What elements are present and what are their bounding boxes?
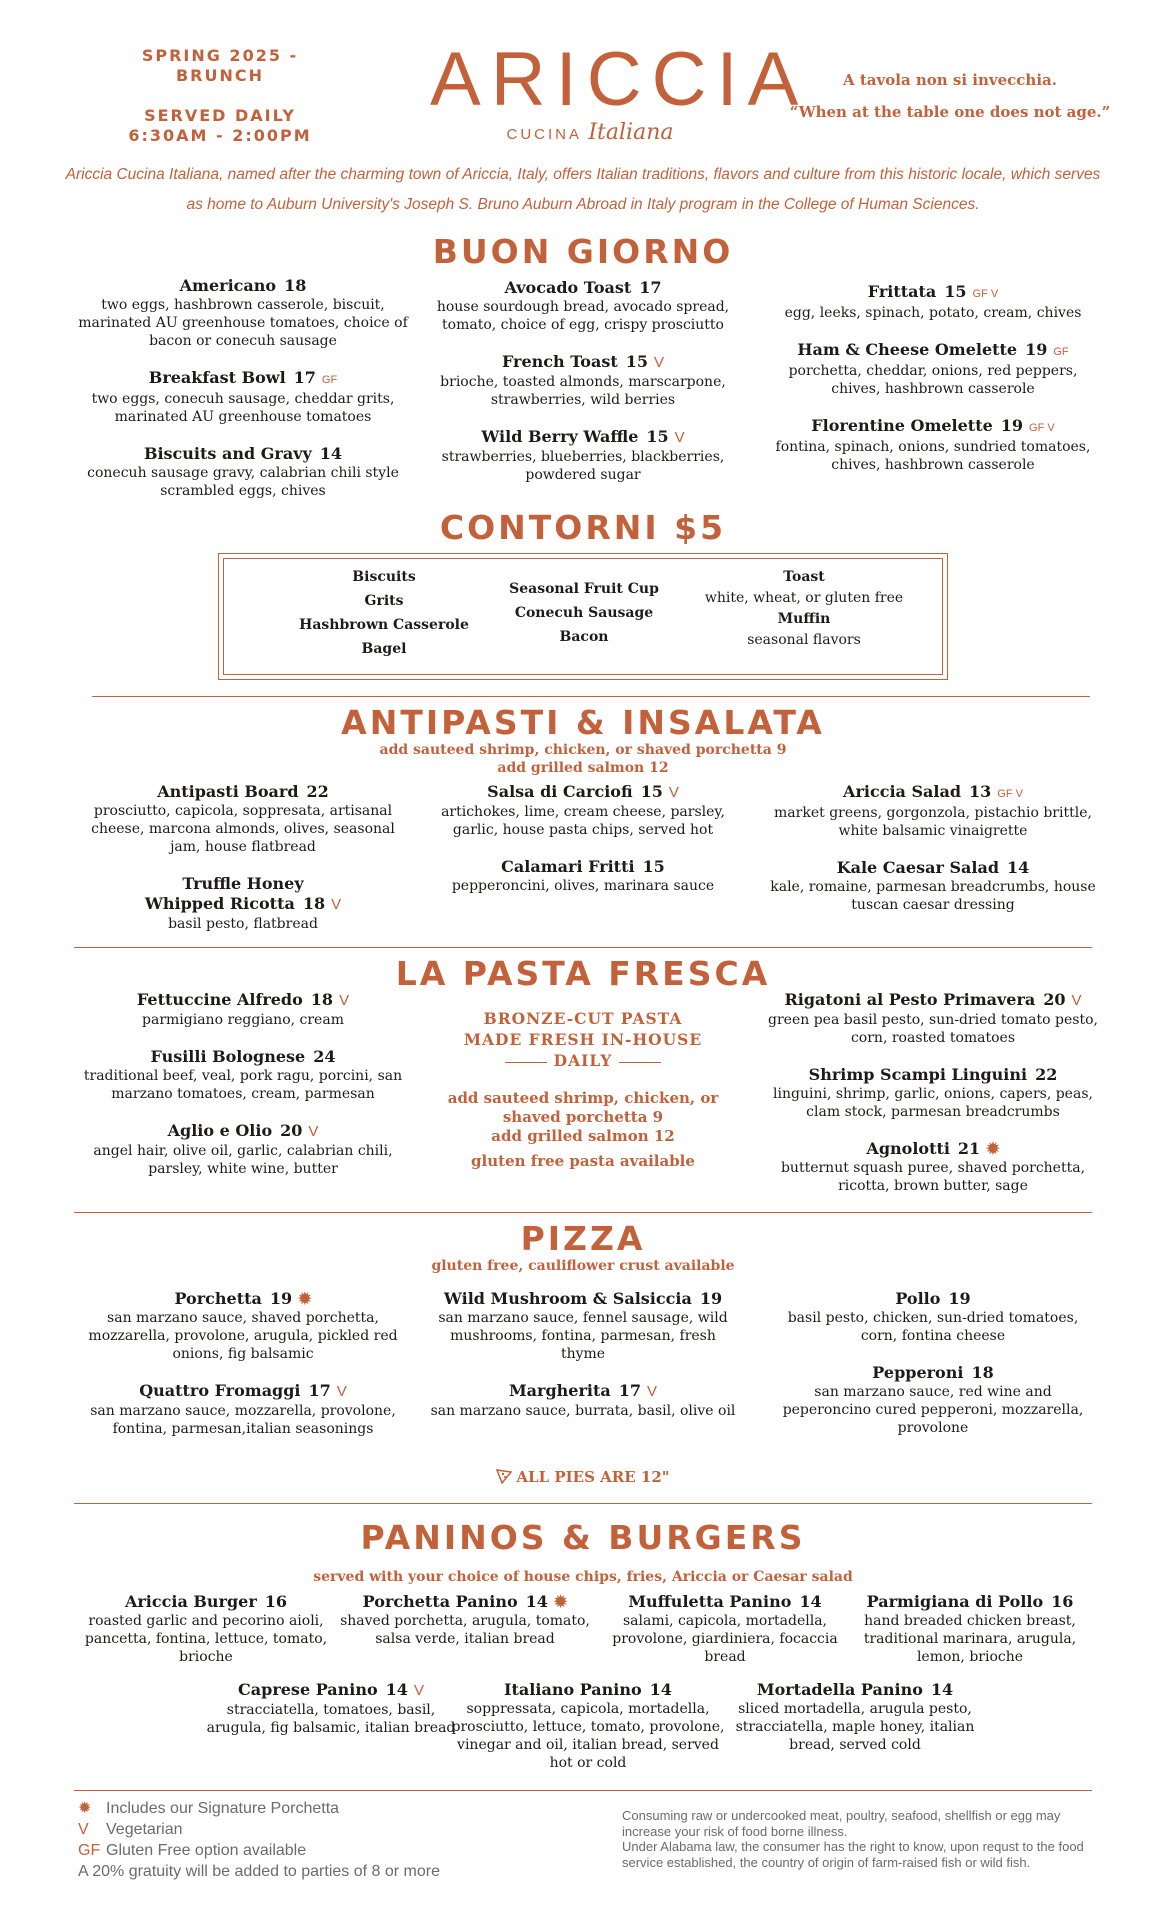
menu-item	[600, 1592, 850, 1666]
intro-text: Ariccia Cucina Italiana, named after the charming town of Ariccia, Italy, offers Italian traditions, flavors and culture from this historic locale, which serves as home to Auburn University's Joseph S. Bruno Auburn Abroad in Italy program in the College of Human Sciences.	[65, 166, 1101, 213]
flower-icon: ✹	[553, 1592, 568, 1611]
item-name-line	[88, 1381, 398, 1402]
menu-item	[768, 990, 1098, 1047]
item-description: two eggs, conecuh sausage, cheddar grits, marinated AU greenhouse tomatoes	[91, 391, 395, 425]
menu-item	[730, 1680, 980, 1754]
item-description: conecuh sausage gravy, calabrian chili style scrambled eggs, chives	[87, 465, 399, 499]
menu-item	[78, 1047, 408, 1103]
menu-item	[76, 1592, 336, 1666]
item-name: Ariccia Burger	[124, 1592, 257, 1611]
item-name: Porchetta Panino	[362, 1592, 518, 1611]
item-description: san marzano sauce, shaved porchetta, mozzarella, provolone, arugula, pickled red onions, fig balsamic	[88, 1310, 398, 1362]
item-name: Wild Berry Waffle	[481, 427, 639, 446]
menu-item	[768, 282, 1098, 322]
item-description: basil pesto, chicken, sun-dried tomatoes, corn, fontina cheese	[787, 1310, 1079, 1344]
side-item: Seasonal Fruit Cup	[509, 581, 659, 597]
side-item: Grits	[364, 593, 404, 609]
motto-italian: A tavola non si invecchia.	[843, 71, 1057, 89]
item-name: Ham & Cheese Omelette	[797, 340, 1018, 359]
item-price: 14	[799, 1592, 822, 1611]
item-description: porchetta, cheddar, onions, red peppers, chives, hashbrown casserole	[788, 363, 1078, 397]
pizza-size-note: ALL PIES ARE 12"	[428, 1468, 738, 1486]
item-description: salami, capicola, mortadella, provolone, giardiniera, focaccia bread	[612, 1613, 838, 1665]
item-price: 18	[310, 990, 334, 1009]
section-title-pasta: LA PASTA FRESCA	[395, 954, 771, 993]
item-name: Muffuletta Panino	[628, 1592, 792, 1611]
item-description: hand breaded chicken breast, traditional marinara, arugula, lemon, brioche	[863, 1613, 1077, 1665]
paninos-sides-note: served with your choice of house chips, fries, Ariccia or Caesar salad	[313, 1569, 853, 1585]
item-name-line	[768, 340, 1098, 362]
menu-item	[768, 416, 1098, 474]
item-name-line	[88, 874, 398, 915]
item-price: 19	[699, 1289, 723, 1308]
served-line: SERVED DAILY	[144, 106, 296, 125]
contorni-col3	[694, 565, 914, 649]
item-name: Calamari Fritti	[501, 857, 635, 876]
menu-item	[88, 1381, 398, 1438]
item-description: green pea basil pesto, sun-dried tomato pesto, corn, roasted tomatoes	[768, 1012, 1098, 1046]
item-price: 21	[957, 1139, 981, 1158]
item-description: san marzano sauce, fennel sausage, wild mushrooms, fontina, parmesan, fresh thyme	[438, 1310, 728, 1362]
contorni-muffin-desc: seasonal flavors	[747, 632, 861, 648]
diet-tag: V	[647, 1383, 658, 1400]
item-name: Pollo	[895, 1289, 941, 1308]
flower-icon: ✹	[78, 1800, 92, 1817]
item-price: 16	[264, 1592, 288, 1611]
pasta-add-salmon: add grilled salmon 12	[491, 1127, 675, 1145]
pizza-slice-icon	[496, 1468, 512, 1484]
item-price: 15	[944, 282, 967, 301]
diet-tag: V	[336, 1383, 347, 1400]
logo-name: ARICCIA	[430, 37, 809, 122]
item-name: Ariccia Salad	[843, 782, 962, 801]
pasta-add-proteins: add sauteed shrimp, chicken, or	[447, 1089, 719, 1107]
antipasti-col3	[768, 782, 1098, 932]
contorni-toast-desc: white, wheat, or gluten free	[704, 590, 904, 606]
divider	[74, 947, 1092, 948]
item-name-line	[428, 278, 738, 298]
item-description: egg, leeks, spinach, potato, cream, chives	[784, 305, 1082, 321]
buon-giorno-col3	[768, 282, 1098, 492]
menu-item	[428, 857, 738, 895]
item-name-line	[78, 368, 408, 390]
diet-tag: GF V	[997, 788, 1023, 800]
menu-item	[840, 1592, 1100, 1666]
menu-item	[78, 1121, 408, 1178]
menu-item	[768, 340, 1098, 398]
menu-item	[768, 1363, 1098, 1437]
daily-line: DAILY	[428, 1050, 738, 1071]
made-fresh-line: MADE FRESH IN-HOUSE	[463, 1030, 703, 1049]
legend-gratuity: A 20% gratuity will be added to parties of 8 or more	[78, 1863, 440, 1880]
panino-r1c4	[840, 1592, 1100, 1684]
item-price: 17	[308, 1381, 331, 1400]
menu-item	[768, 1289, 1098, 1345]
panino-r1c2	[340, 1592, 590, 1666]
item-name-line	[78, 990, 408, 1011]
diet-tag: V	[1071, 992, 1082, 1009]
item-name-line	[206, 1680, 456, 1701]
divider	[74, 1212, 1092, 1213]
antipasti-col2	[428, 782, 738, 913]
contorni-toast: Toast	[783, 569, 825, 585]
item-name-line	[448, 1680, 728, 1700]
menu-item	[768, 1139, 1098, 1195]
diet-tag: V	[674, 429, 685, 446]
item-price: 14	[930, 1680, 954, 1699]
menu-item	[78, 990, 408, 1029]
item-price: 14	[525, 1592, 548, 1611]
diet-tag: V	[654, 354, 665, 371]
panino-r2c1	[206, 1680, 456, 1755]
item-name-line	[768, 1289, 1098, 1309]
food-safety-disclaimer: Consuming raw or undercooked meat, poultry, seafood, shellfish or egg may increase your risk of food borne illness. Under Alabama law, the consumer has the right to know, upon requst to the food service established, the country of origin of farm-raised fish or wild fish.	[622, 1808, 1084, 1870]
legend-gluten-free: Gluten Free option available	[106, 1842, 307, 1859]
item-name: Quattro Fromaggi	[139, 1381, 301, 1400]
gluten-free-symbol: GF	[78, 1842, 101, 1859]
item-name-line	[768, 1139, 1098, 1159]
motto-english: “When at the table one does not age.”	[789, 103, 1111, 121]
item-description: san marzano sauce, burrata, basil, olive oil	[430, 1403, 736, 1419]
pasta-col1	[78, 990, 408, 1196]
item-description: fontina, spinach, onions, sundried tomatoes, chives, hashbrown casserole	[775, 439, 1091, 473]
item-name-line	[768, 416, 1098, 438]
item-description: soppressata, capicola, mortadella, prosciutto, lettuce, tomato, provolone, vinegar and oil, italian bread, served hot or cold	[451, 1701, 725, 1771]
divider	[92, 696, 1090, 697]
legend-vegetarian: Vegetarian	[106, 1821, 183, 1838]
contorni-muffin: Muffin	[777, 611, 831, 627]
item-price: 22	[1035, 1065, 1058, 1084]
item-description: angel hair, olive oil, garlic, calabrian chili, parsley, white wine, butter	[93, 1143, 393, 1177]
item-name: Shrimp Scampi Linguini	[808, 1065, 1028, 1084]
item-price: 19	[269, 1289, 293, 1308]
item-name-line	[78, 276, 408, 296]
menu-item	[206, 1680, 456, 1737]
item-name: Rigatoni al Pesto Primavera	[784, 990, 1036, 1009]
item-price: 20	[280, 1121, 303, 1140]
diet-tag: V	[668, 784, 679, 801]
menu-item	[428, 427, 738, 484]
divider	[74, 1790, 1092, 1791]
side-item: Bacon	[559, 629, 609, 645]
item-name-line	[76, 1592, 336, 1612]
contorni-col1	[284, 565, 484, 661]
item-price: 16	[1051, 1592, 1074, 1611]
item-price: 20	[1043, 990, 1066, 1009]
panino-r2c2	[448, 1680, 728, 1790]
item-name-line	[768, 282, 1098, 304]
item-name: Kale Caesar Salad	[836, 858, 1000, 877]
item-price: 14	[319, 444, 343, 463]
item-description: strawberries, blueberries, blackberries, powdered sugar	[441, 449, 725, 483]
item-description: two eggs, hashbrown casserole, biscuit, marinated AU greenhouse tomatoes, choice of bacon or conecuh sausage	[78, 297, 408, 349]
item-description: butternut squash puree, shaved porchetta, ricotta, brown butter, sage	[780, 1160, 1086, 1194]
item-name-line	[768, 990, 1098, 1011]
item-name: Italiano Panino	[504, 1680, 642, 1699]
item-name: Salsa di Carciofi	[487, 782, 633, 801]
item-name: Caprese Panino	[238, 1680, 378, 1699]
section-title-contorni: CONTORNI $5	[439, 508, 727, 547]
item-name: Fettuccine Alfredo	[136, 990, 303, 1009]
menu-item	[448, 1680, 728, 1772]
item-price: 14	[385, 1680, 408, 1699]
item-description: artichokes, lime, cream cheese, parsley, garlic, house pasta chips, served hot	[441, 804, 725, 838]
item-name-line	[428, 857, 738, 877]
logo-cucina: CUCINA	[506, 126, 582, 143]
menu-item	[78, 444, 408, 500]
item-price: 19	[1000, 416, 1024, 435]
logo-italiana: Italiana	[588, 120, 674, 145]
item-price: 17	[618, 1381, 642, 1400]
pasta-add-porchetta: shaved porchetta 9	[502, 1108, 664, 1126]
antipasti-add-salmon: add grilled salmon 12	[497, 760, 669, 776]
pizza-col1	[88, 1289, 398, 1456]
item-name: Porchetta	[174, 1289, 262, 1308]
item-price: 15	[640, 782, 663, 801]
menu-item	[88, 782, 398, 856]
contorni-box	[218, 553, 948, 680]
pasta-center-notes	[428, 1008, 738, 1171]
diet-tag: GF V	[972, 288, 999, 300]
diet-tag: GF V	[1029, 422, 1055, 434]
item-price: 18	[302, 894, 326, 913]
item-price: 17	[293, 368, 316, 387]
item-name: Breakfast Bowl	[148, 368, 286, 387]
panino-r2c3	[730, 1680, 980, 1772]
antipasti-col1	[88, 782, 398, 951]
side-item: Bagel	[361, 641, 407, 657]
menu-item	[428, 278, 738, 334]
item-description: prosciutto, capicola, soppresata, artisanal cheese, marcona almonds, olives, seasonal jam, house flatbread	[91, 803, 395, 855]
menu-item	[768, 782, 1098, 840]
panino-r1c1	[76, 1592, 336, 1684]
item-description: house sourdough bread, avocado spread, tomato, choice of egg, crispy prosciutto	[436, 299, 730, 333]
item-price: 17	[639, 278, 662, 297]
flower-icon: ✹	[986, 1139, 1000, 1158]
item-price: 24	[313, 1047, 336, 1066]
menu-item	[428, 782, 738, 839]
item-name-line	[600, 1592, 850, 1612]
item-name: Americano	[179, 276, 277, 295]
section-title-antipasti: ANTIPASTI & INSALATA	[341, 703, 825, 742]
diet-tag: GF	[321, 374, 338, 386]
item-price: 15	[642, 857, 665, 876]
item-price: 13	[969, 782, 992, 801]
menu-season: SPRING 2025 - BRUNCH	[141, 46, 299, 85]
item-name-line	[78, 444, 408, 464]
item-name-line	[88, 1289, 398, 1309]
panino-r1c3	[600, 1592, 850, 1684]
item-price: 18	[284, 276, 307, 295]
item-name: French Toast	[501, 352, 618, 371]
item-name: Agnolotti	[866, 1139, 950, 1158]
item-name-line	[768, 1363, 1098, 1383]
item-name-line	[428, 1289, 738, 1309]
item-description: stracciatella, tomatoes, basil, arugula, fig balsamic, italian bread	[206, 1702, 456, 1736]
section-title-paninos: PANINOS & BURGERS	[360, 1518, 806, 1557]
side-item: Conecuh Sausage	[514, 605, 654, 621]
item-name: Avocado Toast	[504, 278, 632, 297]
item-description: san marzano sauce, red wine and peperoncino cured pepperoni, mozzarella, provolone	[782, 1384, 1084, 1436]
item-name-line	[428, 352, 738, 373]
gluten-free-pasta: gluten free pasta available	[471, 1152, 695, 1170]
pizza-crust-note: gluten free, cauliflower crust available	[431, 1258, 735, 1274]
item-name: Parmigiana di Pollo	[866, 1592, 1044, 1611]
pizza-col2	[428, 1289, 738, 1438]
item-name-line	[78, 1047, 408, 1067]
item-price: 15	[625, 352, 649, 371]
item-name-line	[768, 1065, 1098, 1085]
item-price: 18	[971, 1363, 994, 1382]
item-price: 14	[649, 1680, 672, 1699]
item-name-line	[730, 1680, 980, 1700]
item-description: sliced mortadella, arugula pesto, stracciatella, maple honey, italian bread, served cold	[735, 1701, 975, 1753]
flower-icon: ✹	[298, 1289, 312, 1308]
item-name: Truffle Honey Whipped Ricotta	[144, 874, 304, 913]
section-title-pizza: PIZZA	[520, 1219, 646, 1258]
item-description: market greens, gorgonzola, pistachio brittle, white balsamic vinaigrette	[774, 805, 1092, 839]
diet-tag: V	[339, 992, 350, 1009]
menu-item	[768, 1065, 1098, 1121]
diet-tag: GF	[1053, 346, 1069, 358]
menu-item	[88, 874, 398, 933]
vegetarian-symbol: V	[78, 1821, 89, 1838]
menu-item	[88, 1289, 398, 1363]
menu-item	[428, 352, 738, 409]
item-description: kale, romaine, parmesan breadcrumbs, house tuscan caesar dressing	[770, 879, 1096, 913]
item-price: 15	[646, 427, 669, 446]
item-name-line	[428, 1381, 738, 1402]
item-name: Biscuits and Gravy	[143, 444, 312, 463]
diet-tag: V	[331, 896, 342, 913]
item-name: Frittata	[867, 282, 937, 301]
item-name-line	[88, 782, 398, 802]
item-description: roasted garlic and pecorino aioli, pancetta, fontina, lettuce, tomato, brioche	[84, 1613, 328, 1665]
item-name: Fusilli Bolognese	[150, 1047, 306, 1066]
item-name-line	[428, 782, 738, 803]
item-name-line	[768, 782, 1098, 804]
item-description: traditional beef, veal, pork ragu, porcini, san marzano tomatoes, cream, parmesan	[83, 1068, 403, 1102]
menu-item	[78, 368, 408, 426]
item-description: shaved porchetta, arugula, tomato, salsa verde, italian bread	[340, 1613, 590, 1647]
item-name: Pepperoni	[872, 1363, 964, 1382]
menu-item	[768, 858, 1098, 914]
divider	[74, 1503, 1092, 1504]
menu-item	[340, 1592, 590, 1648]
diet-tag: V	[413, 1682, 424, 1699]
item-description: brioche, toasted almonds, marscarpone, strawberries, wild berries	[440, 374, 726, 408]
item-name: Antipasti Board	[157, 782, 299, 801]
item-name-line	[428, 427, 738, 448]
bronze-cut-line: BRONZE-CUT PASTA	[483, 1009, 683, 1028]
legend-signature: Includes our Signature Porchetta	[106, 1800, 340, 1817]
item-name: Margherita	[508, 1381, 611, 1400]
restaurant-logo	[430, 37, 809, 145]
contorni-col2	[474, 577, 694, 649]
pizza-col3	[768, 1289, 1098, 1455]
buon-giorno-col1	[78, 276, 408, 518]
item-name: Florentine Omelette	[811, 416, 993, 435]
diet-tag: V	[308, 1123, 319, 1140]
side-item: Biscuits	[352, 569, 416, 585]
motto	[780, 64, 1120, 128]
item-name-line	[840, 1592, 1100, 1612]
pasta-col3	[768, 990, 1098, 1213]
item-price: 22	[306, 782, 329, 801]
item-description: pepperoncini, olives, marinara sauce	[451, 878, 715, 894]
antipasti-add-proteins: add sauteed shrimp, chicken, or shaved porchetta 9	[379, 742, 787, 758]
menu-item	[428, 1381, 738, 1420]
served-hours	[120, 106, 320, 146]
item-description: san marzano sauce, mozzarella, provolone, fontina, parmesan,italian seasonings	[90, 1403, 396, 1437]
item-price: 19	[948, 1289, 971, 1308]
menu-item	[428, 1289, 738, 1363]
buon-giorno-col2	[428, 278, 738, 502]
item-name: Aglio e Olio	[167, 1121, 273, 1140]
item-name: Mortadella Panino	[756, 1680, 923, 1699]
item-description: parmigiano reggiano, cream	[142, 1012, 344, 1028]
item-name: Wild Mushroom & Salsiccia	[443, 1289, 692, 1308]
legend	[78, 1798, 440, 1882]
menu-item	[78, 276, 408, 350]
side-item: Hashbrown Casserole	[299, 617, 469, 633]
item-price: 19	[1025, 340, 1048, 359]
item-description: basil pesto, flatbread	[168, 916, 318, 932]
hours-line: 6:30AM - 2:00PM	[128, 126, 312, 145]
section-title-buon-giorno: BUON GIORNO	[432, 232, 734, 271]
item-name-line	[340, 1592, 590, 1612]
item-description: linguini, shrimp, garlic, onions, capers, peas, clam stock, parmesan breadcrumbs	[773, 1086, 1093, 1120]
item-price: 14	[1007, 858, 1030, 877]
item-name-line	[78, 1121, 408, 1142]
item-name-line	[768, 858, 1098, 878]
